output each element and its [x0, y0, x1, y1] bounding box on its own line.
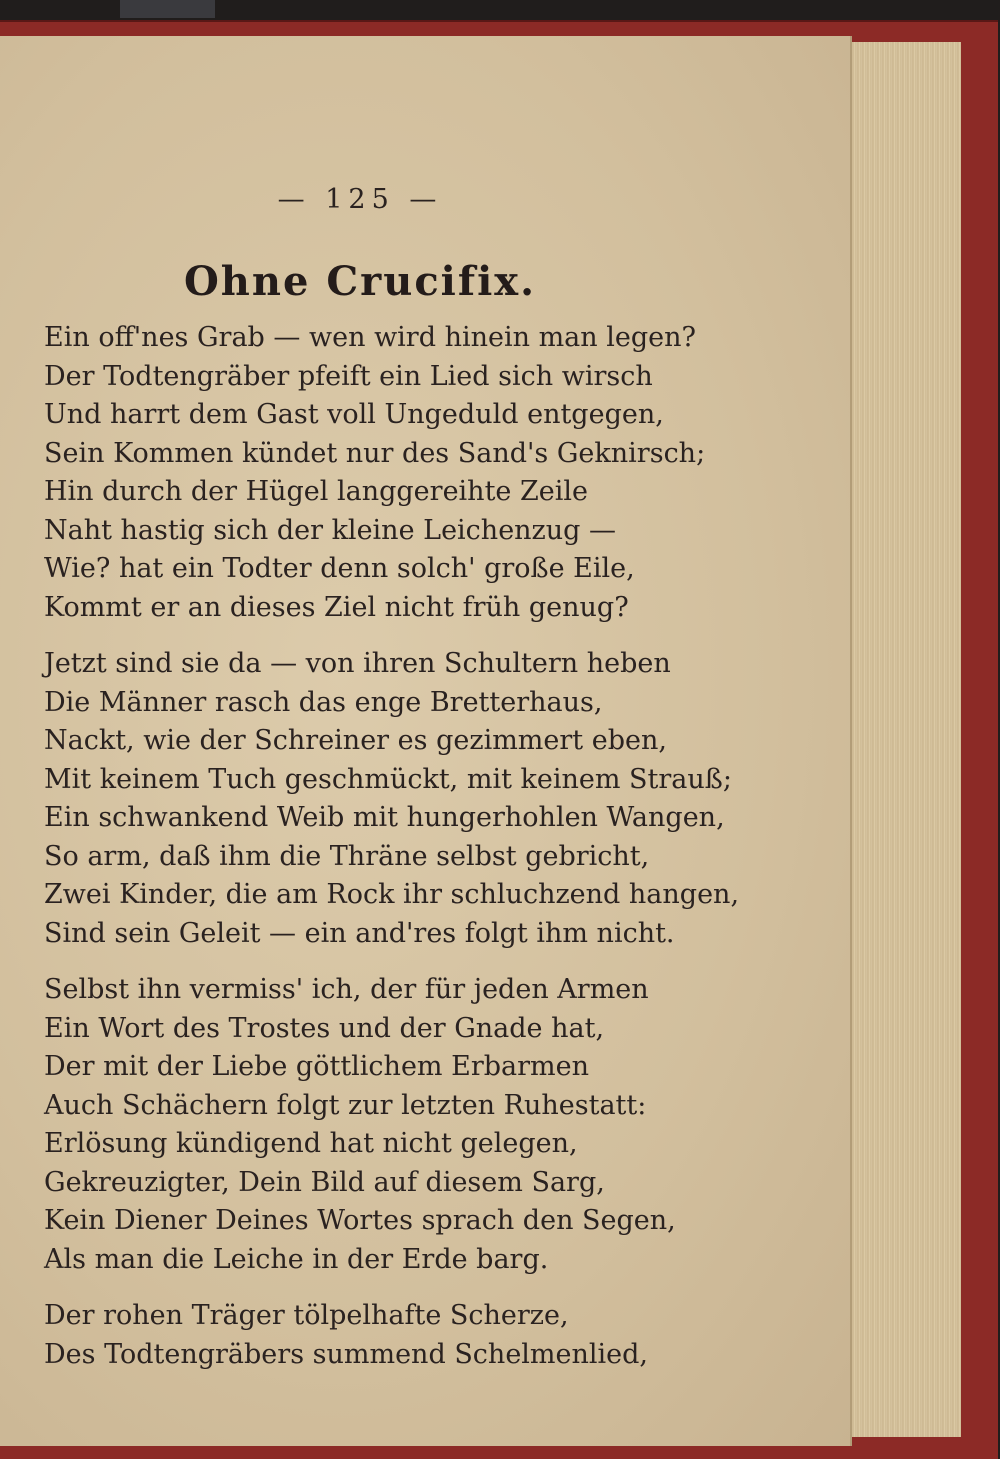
poem-line: Des Todtengräbers summend Schelmenlied,: [44, 1338, 649, 1370]
page-edges: [845, 42, 961, 1437]
poem-line: Wie? hat ein Todter denn solch' große Eile,: [44, 553, 635, 584]
poem-line: Ein Wort des Trostes und der Gnade hat,: [44, 1012, 605, 1044]
poem-line: Die Männer rasch das enge Bretterhaus,: [44, 686, 603, 718]
poem-line: Kommt er an dieses Ziel nicht früh genug?: [44, 591, 629, 623]
poem-line: Und harrt dem Gast voll Ungeduld entgegen,: [44, 399, 664, 430]
poem-line: So arm, daß ihm die Thräne selbst gebricht,: [44, 840, 650, 872]
poem-line: Der mit der Liebe göttlichem Erbarmen: [44, 1051, 589, 1082]
poem-line: Sind sein Geleit — ein and'res folgt ihm nicht.: [44, 917, 675, 949]
poem-line: Erlösung kündigend hat nicht gelegen,: [44, 1128, 578, 1159]
poem-line: Mit keinem Tuch geschmückt, mit keinem Strauß;: [44, 763, 732, 795]
poem-line: Der Todtengräber pfeift ein Lied sich wirsch: [44, 360, 653, 392]
poem-body: [44, 319, 740, 1392]
stanza: [44, 971, 724, 1279]
poem-line: Jetzt sind sie da — von ihren Schultern heben: [44, 648, 671, 679]
poem-line: Sein Kommen kündet nur des Sand's Geknirsch;: [44, 437, 706, 469]
poem-line: Zwei Kinder, die am Rock ihr schluchzend hangen,: [44, 879, 740, 910]
poem-line: Naht hastig sich der kleine Leichenzug —: [44, 514, 617, 546]
poem-line: Hin durch der Hügel langgereihte Zeile: [44, 476, 588, 507]
poem-line: Gekreuzigter, Dein Bild auf diesem Sarg,: [44, 1166, 605, 1198]
stanza: [44, 645, 740, 953]
page-number: — 125 —: [277, 184, 443, 215]
stanza: [44, 319, 724, 627]
poem-line: Ein schwankend Weib mit hungerhohlen Wangen,: [44, 802, 725, 833]
poem-title: Ohne Crucifix.: [183, 258, 537, 305]
poem-line: Kein Diener Deines Wortes sprach den Segen,: [44, 1205, 676, 1236]
book-page: [0, 36, 852, 1446]
stanza: [44, 1297, 724, 1374]
poem-line: Selbst ihn vermiss' ich, der für jeden Armen: [44, 974, 649, 1005]
poem-line: Der rohen Träger tölpelhafte Scherze,: [44, 1300, 569, 1331]
poem-line: Nackt, wie der Schreiner es gezimmert eben,: [44, 725, 667, 756]
poem-line: Auch Schächern folgt zur letzten Ruhestatt:: [44, 1089, 647, 1121]
poem-line: Ein off'nes Grab — wen wird hinein man legen?: [44, 322, 696, 353]
poem-line: Als man die Leiche in der Erde barg.: [44, 1243, 549, 1275]
archival-tape: [120, 0, 215, 18]
